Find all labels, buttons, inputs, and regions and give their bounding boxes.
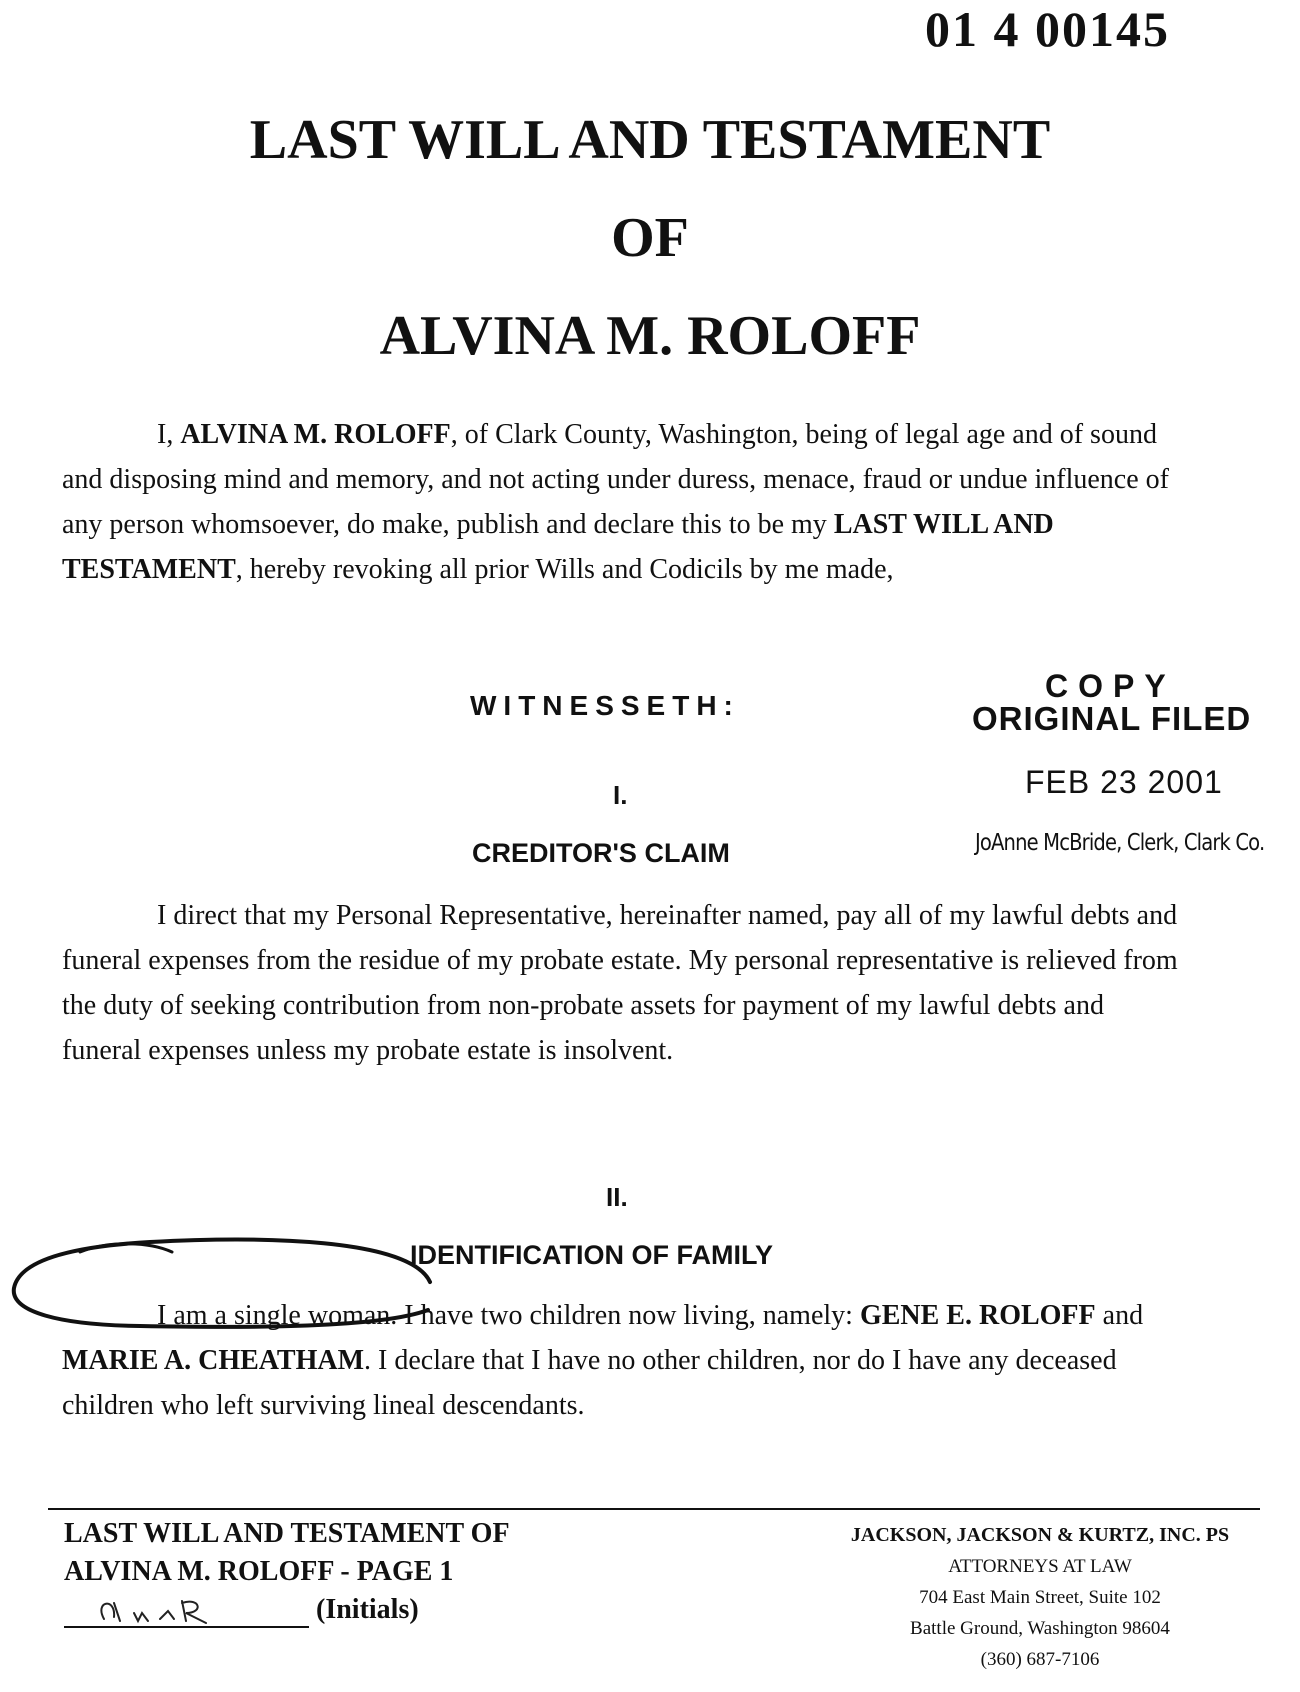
firm-address-1: 704 East Main Street, Suite 102 — [919, 1587, 1161, 1608]
stamp-date: FEB 23 2001 — [1025, 764, 1223, 800]
child-name-1: GENE E. ROLOFF — [859, 1300, 1096, 1331]
section-2-text-3: . I declare that I have no other children, nor do I have any deceased children who left surviving lineal descendants. — [62, 1345, 1117, 1421]
stamp-copy: COPY — [1045, 668, 1176, 704]
section-2-heading: IDENTIFICATION OF FAMILY — [410, 1240, 773, 1270]
section-1-text: I direct that my Personal Representative, hereinafter named, pay all of my lawful debts and funeral expenses from the residue of my probate estate. My personal representative is relieved from the duty of seeking contribution from non-probate assets for payment of my lawful debts and funeral expenses unless my probate estate is insolvent. — [62, 900, 1178, 1066]
firm-name: JACKSON, JACKSON & KURTZ, INC. PS — [850, 1524, 1230, 1546]
hand-drawn-circle-annotation — [0, 1230, 460, 1340]
testator-name-title: ALVINA M. ROLOFF — [379, 305, 921, 367]
section-2-text-1: I have two children now living, namely: — [397, 1300, 860, 1331]
stamp-clerk: JoAnne McBride, Clerk, Clark Co. — [975, 830, 1265, 856]
stamp-original-filed: ORIGINAL FILED — [972, 700, 1252, 737]
firm-phone: (360) 687-7106 — [980, 1649, 1100, 1670]
law-firm-block — [830, 1520, 1250, 1675]
title-of: OF — [611, 207, 689, 269]
firm-subtitle: ATTORNEYS AT LAW — [948, 1556, 1132, 1577]
initials-row — [64, 1591, 510, 1631]
footer-page-label: ALVINA M. ROLOFF - PAGE 1 — [64, 1556, 454, 1587]
intro-text-2: , of Clark County, Washington, being of legal age and of sound and disposing mind and memory, and not acting under duress, menace, fraud or undue influence of any person whomsoever, do make, publish and declare this to be my — [62, 419, 1169, 540]
intro-testator-name: ALVINA M. ROLOFF — [180, 419, 451, 450]
section-2-text-2: and — [1095, 1300, 1144, 1331]
intro-text-1: I, — [157, 419, 181, 450]
file-number: 01 4 00145 — [925, 1, 1170, 57]
intro-text-3: , hereby revoking all prior Wills and Codicils by me made, — [235, 554, 894, 585]
child-name-2: MARIE A. CHEATHAM — [62, 1345, 365, 1376]
intro-will-label: LAST WILL AND TESTAMENT — [62, 509, 1054, 585]
witnesseth-heading: WITNESSETH: — [470, 690, 740, 721]
circled-phrase: I am a single woman. — [157, 1300, 398, 1331]
document-title: LAST WILL AND TESTAMENT — [249, 109, 1051, 171]
firm-address-2: Battle Ground, Washington 98604 — [910, 1618, 1170, 1639]
intro-paragraph — [62, 412, 1182, 592]
initials-label: (Initials) — [316, 1594, 419, 1625]
footer-rule — [48, 1508, 1260, 1510]
section-1-heading: CREDITOR'S CLAIM — [472, 838, 730, 868]
section-1-number: I. — [613, 780, 628, 810]
initials-signature — [64, 1591, 314, 1633]
footer-title: LAST WILL AND TESTAMENT OF — [64, 1518, 510, 1549]
section-2-number: II. — [606, 1182, 628, 1212]
footer-left — [64, 1515, 510, 1631]
